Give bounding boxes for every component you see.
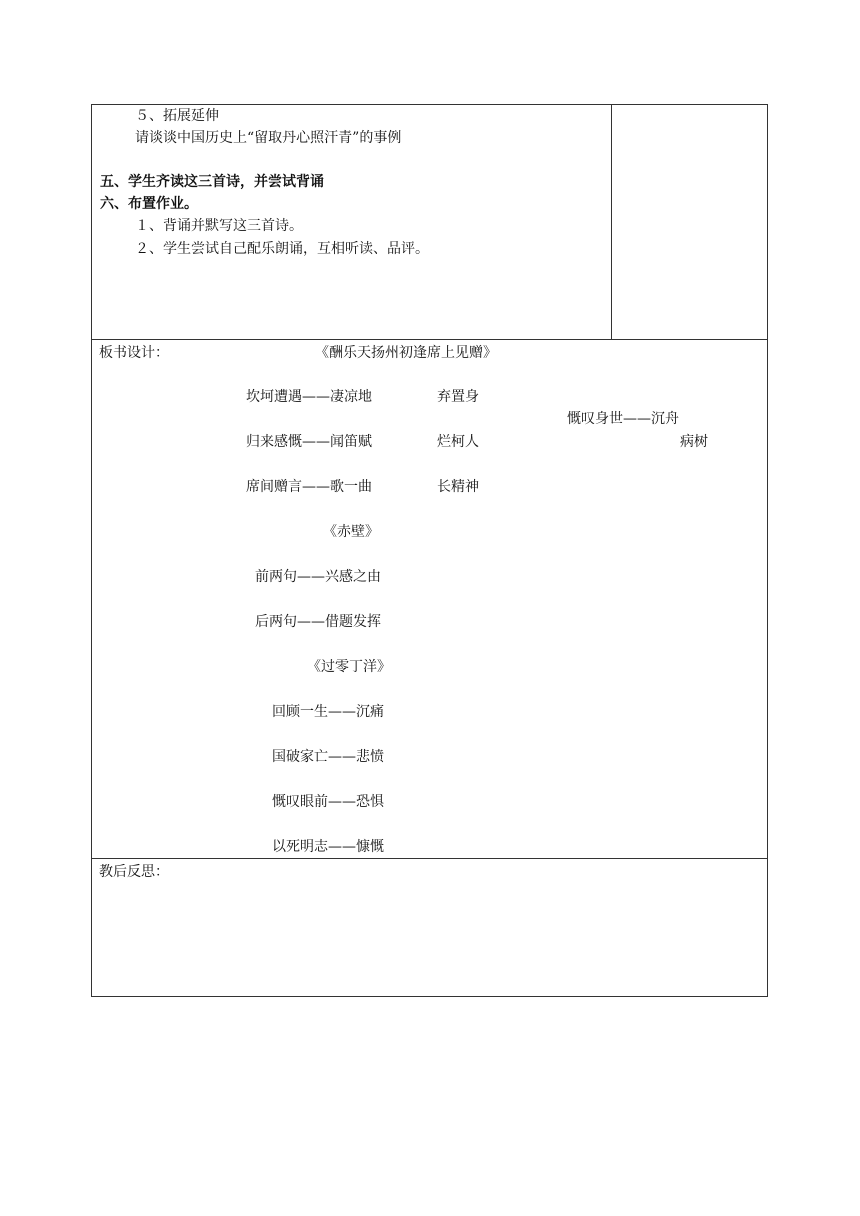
poem1-row2-left: 归来感慨——闻笛赋 [246, 434, 372, 450]
poem3-row4: 以死明志——慷慨 [272, 839, 384, 855]
poem1-row1-left: 坎坷遭遇——凄凉地 [246, 389, 372, 405]
homework-item-1: １、背诵并默写这三首诗。 [135, 218, 303, 234]
poem3-row1: 回顾一生——沉痛 [272, 704, 384, 720]
table-border-bottom [91, 996, 768, 997]
homework-item-2: ２、学生尝试自己配乐朗诵，互相听读、品评。 [135, 241, 429, 257]
table-border-left [91, 104, 92, 997]
poem1-row3-left: 席间赠言——歌一曲 [246, 479, 372, 495]
poem3-row2: 国破家亡——悲愤 [272, 749, 384, 765]
poem1-summary-line1: 慨叹身世——沉舟 [567, 411, 679, 427]
poem1-title: 《酬乐天扬州初逢席上见赠》 [315, 345, 497, 361]
step-five-heading: 五、学生齐读这三首诗，并尝试背诵 [100, 174, 324, 190]
table-border-right [767, 104, 768, 997]
poem1-row1-right: 弃置身 [437, 389, 479, 405]
extension-item-body: 请谈谈中国历史上“留取丹心照汗青”的事例 [135, 130, 402, 146]
table-border-row2-bottom [91, 858, 768, 859]
poem2-title: 《赤壁》 [323, 524, 379, 540]
table-border-row1-bottom [91, 339, 768, 340]
poem1-row2-right: 烂柯人 [437, 434, 479, 450]
poem1-summary-line2: 病树 [680, 434, 708, 450]
poem2-row2: 后两句——借题发挥 [255, 614, 381, 630]
board-design-label: 板书设计： [99, 345, 169, 361]
poem2-row1: 前两句——兴感之由 [255, 569, 381, 585]
poem3-row3: 慨叹眼前——恐惧 [272, 794, 384, 810]
table-border-top [91, 104, 768, 105]
extension-item-title: ５、拓展延伸 [135, 108, 219, 124]
poem1-row3-right: 长精神 [437, 479, 479, 495]
reflection-label: 教后反思： [99, 864, 169, 880]
poem3-title: 《过零丁洋》 [307, 659, 391, 675]
table-column-divider [611, 104, 612, 340]
step-six-heading: 六、布置作业。 [100, 196, 198, 212]
